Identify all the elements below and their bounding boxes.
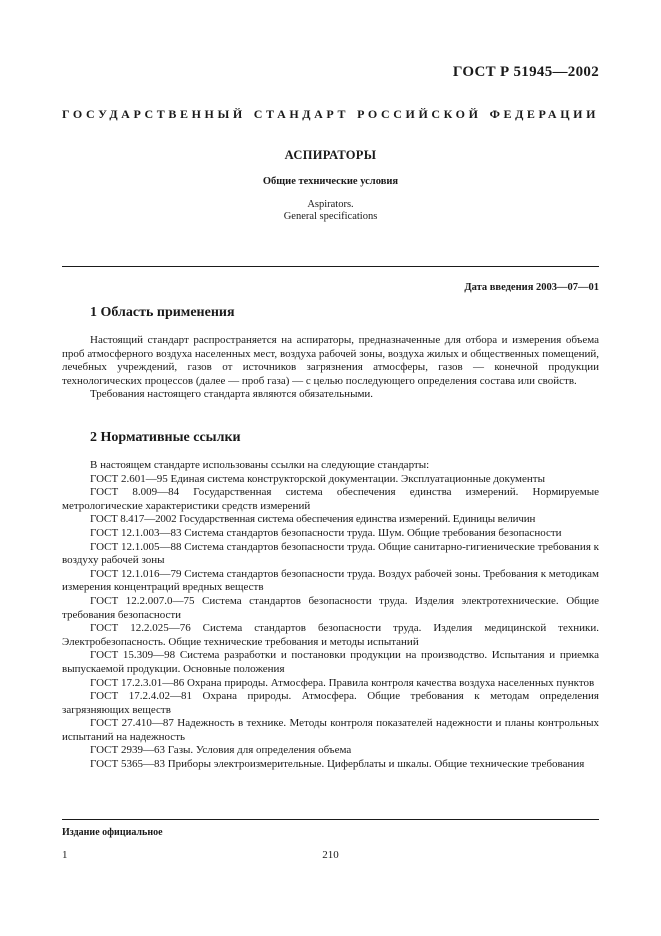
section-2-heading: 2 Нормативные ссылки (90, 430, 241, 445)
reference-item: ГОСТ 15.309—98 Система разработки и постановки продукции на производство. Испытания и приемка выпускаемой продукции. Основные положения (62, 649, 599, 675)
page-number: 210 (322, 849, 339, 861)
reference-item: ГОСТ 2.601—95 Единая система конструкторской документации. Эксплуатационные документы (90, 472, 545, 485)
introduction-date: Дата введения 2003—07—01 (464, 282, 599, 293)
section-1-paragraph: Настоящий стандарт распространяется на аспираторы, предназначенные для отбора и измерения объема проб атмосферного воздуха населенных мест, воздуха рабочей зоны, воздуха жилых и общественных помещений, лечебных учреждений, газов от источников загрязнения атмосферы, газов — конечной продукции технологических процессов (далее — проб газа) — с целью последующего определения состава или свойств. (62, 334, 599, 387)
reference-item: ГОСТ 8.009—84 Государственная система обеспечения единства измерений. Нормируемые метрологические характеристики средств измерений (62, 486, 599, 512)
reference-item: ГОСТ 12.2.025—76 Система стандартов безопасности труда. Изделия медицинской техники. Электробезопасность. Общие технические требования и методы испытаний (62, 622, 599, 648)
official-edition-label: Издание официальное (62, 827, 163, 838)
reference-item: ГОСТ 12.1.005—88 Система стандартов безопасности труда. Общие санитарно-гигиенические требования к воздуху рабочей зоны (62, 540, 599, 567)
english-title: Aspirators. (307, 199, 354, 210)
reference-item: ГОСТ 17.2.4.02—81 Охрана природы. Атмосфера. Общие требования к методам определения загрязняющих веществ (62, 690, 599, 716)
section-1-paragraph: Требования настоящего стандарта являются обязательными. (90, 388, 374, 401)
section-1-heading: 1 Область применения (90, 305, 235, 320)
section-2-body (62, 459, 599, 772)
section-1-body (62, 334, 599, 402)
page-index: 1 (62, 849, 68, 861)
reference-item: ГОСТ 27.410—87 Надежность в технике. Методы контроля показателей надежности и планы контрольных испытаний на надежность (62, 717, 599, 743)
english-subtitle: General specifications (283, 211, 378, 222)
reference-item: ГОСТ 5365—83 Приборы электроизмерительные. Циферблаты и шкалы. Общие технические требования (90, 758, 585, 771)
reference-item: ГОСТ 12.1.003—83 Система стандартов безопасности труда. Шум. Общие требования безопасности (90, 526, 562, 539)
document-number: ГОСТ Р 51945—2002 (452, 64, 599, 80)
reference-item: ГОСТ 2939—63 Газы. Условия для определения объема (90, 744, 352, 757)
footer-divider (62, 819, 599, 820)
reference-item: ГОСТ 17.2.3.01—86 Охрана природы. Атмосфера. Правила контроля качества воздуха населенных пунктов (90, 676, 595, 689)
reference-item: ГОСТ 12.2.007.0—75 Система стандартов безопасности труда. Изделия электротехнические. Общие требования безопасности (62, 594, 599, 621)
reference-item: ГОСТ 8.417—2002 Государственная система обеспечения единства измерений. Единицы величин (90, 513, 536, 526)
reference-paragraph: В настоящем стандарте использованы ссылки на следующие стандарты: (90, 459, 430, 471)
header-divider (62, 266, 599, 267)
state-standard-heading: ГОСУДАРСТВЕННЫЙ СТАНДАРТ РОССИЙСКОЙ ФЕДЕРАЦИИ (62, 107, 599, 121)
document-subtitle: Общие технические условия (262, 176, 399, 187)
document-title: АСПИРАТОРЫ (284, 148, 377, 162)
reference-item: ГОСТ 12.1.016—79 Система стандартов безопасности труда. Воздух рабочей зоны. Требования к методикам измерения концентраций вредных веществ (62, 567, 599, 594)
